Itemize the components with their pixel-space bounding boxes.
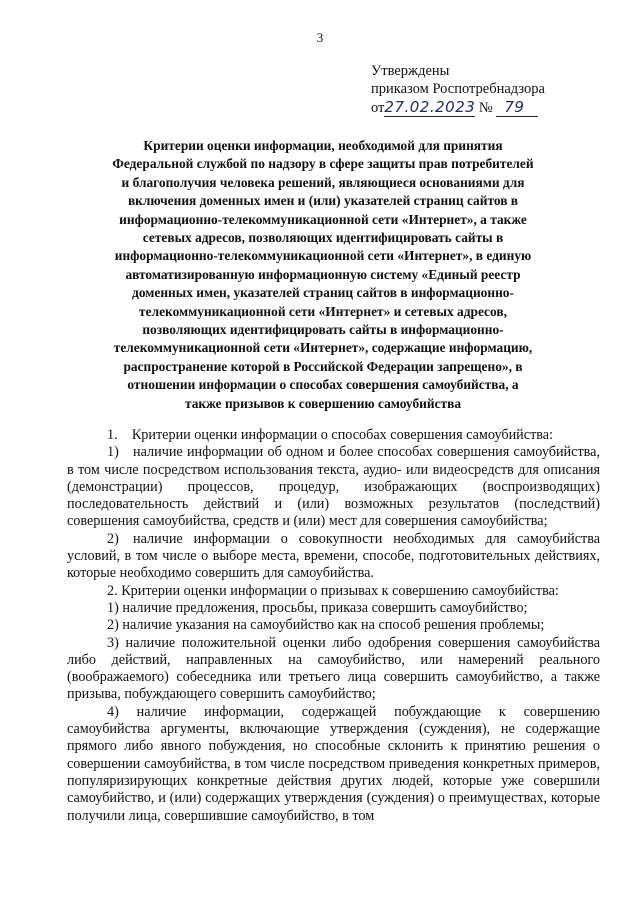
paragraph: 1) наличие информации об одном и более способах совершения самоубийства, в том числе посредством использования текста, аудио- или видеосредств для описания (демонстрации) процессов, процедур, изображающих (воспроизводящих) последовательность действий и (или) возможных результатов (последствий) совершения самоубийства, средств и (или) мест для совершения самоубийства; [67,444,600,530]
number-prefix: № [478,100,493,116]
paragraph: 2) наличие указания на самоубийство как на способ решения проблемы; [107,617,545,634]
paragraph: 1. Критерии оценки информации о способах совершения самоубийства: [107,427,554,443]
paragraph: 3) наличие положительной оценки либо одобрения совершения самоубийства либо действий, направленных на самоубийство, или намерений реального (воображаемого) собеседника или третьего лица совершить самоубийство, а также призыва, побуждающего совершить самоубийство; [67,634,600,703]
approval-line-1: Утверждены [371,63,450,79]
approval-line-2: приказом Роспотребнадзора [371,81,545,97]
paragraph: 2) наличие информации о совокупности необходимых для самоубийства условий, в том числе о выборе места, времени, способе, подготовительных действиях, которые необходимо совершить для самоубийства. [67,530,600,582]
document-title: Критерии оценки информации, необходимой для принятия Федеральной службой по надзору в сфере защиты прав потребителей и благополучия человека решений, являющиеся основаниями для включения доменных имен и (или) указателей страниц сайтов в информационно-телекоммуникационной сети «Интернет», а также сетевых адресов, позволяющих идентифицировать сайты в информационно-телекоммуникационной сети «Интернет», в единую автоматизированную информационную систему «Единый реестр доменных имен, указателей страниц сайтов в информационно-телекоммуникационной сети «Интернет» и сетевых адресов, позволяющих идентифицировать сайты в информационно-телекоммуникационной сети «Интернет», содержащие информацию, распространение которой в Российской Федерации запрещено», в отношении информации о способах совершения самоубийства, а также призывов к совершению самоубийства [112,138,534,411]
page-number: 3 [316,30,324,45]
date-prefix: от [371,100,385,116]
paragraph: 2. Критерии оценки информации о призывах к совершению самоубийства: [107,582,559,599]
handwritten-date: 27.02.2023 [384,98,476,116]
document-body [67,427,600,825]
handwritten-number: 79 [496,98,538,117]
approval-block [371,62,545,117]
paragraph: 1) наличие предложения, просьбы, приказа совершить самоубийство; [107,599,528,616]
paragraph: 4) наличие информации, содержащей побуждающие к совершению самоубийства аргументы, включающие утверждения (суждения), не содержащие прямого либо явного побуждения, но способные склонить к принятию решения о совершении самоубийства, в том числе посредством приведения конкретных примеров, популяризирующих конкретные действия других людей, которые уже совершили самоубийство, и (или) содержащих утверждения (суждения) о преимуществах, которые получили лица, совершившие самоубийство, в том [67,703,600,824]
approval-date-line [371,98,545,117]
